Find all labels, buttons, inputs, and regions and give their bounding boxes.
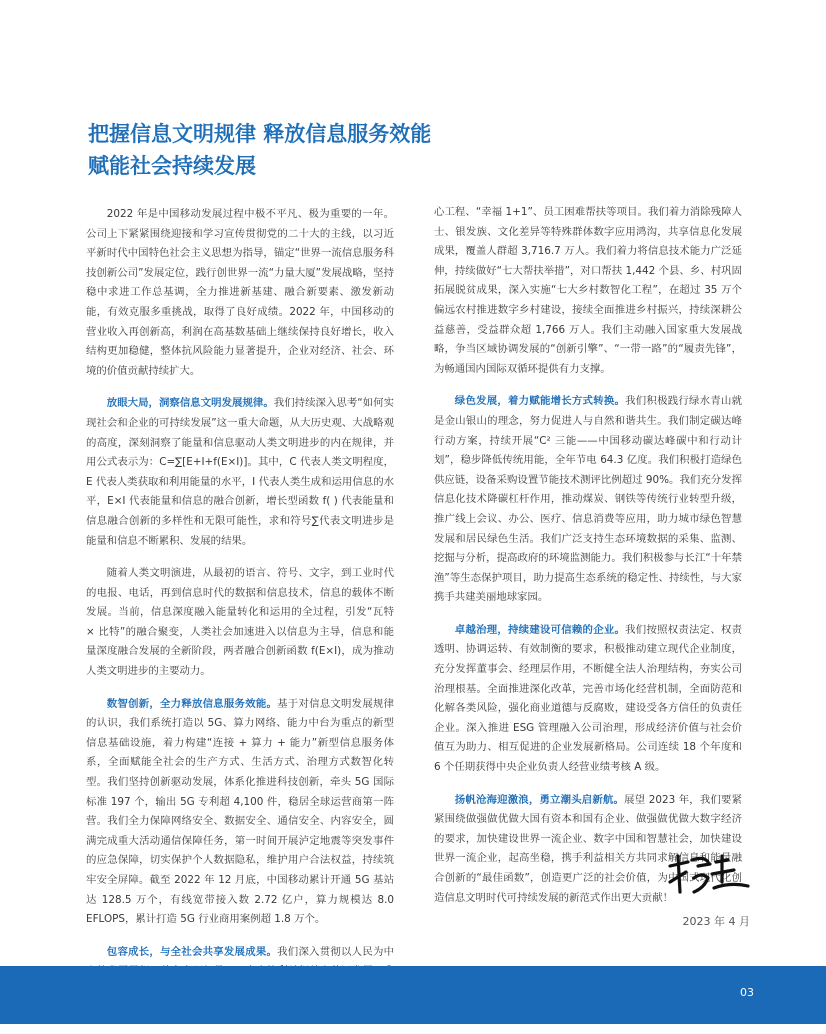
signature-icon <box>664 852 752 900</box>
right-column <box>434 203 742 921</box>
paragraph: 扬帆沧海迎激浪，勇立潮头启新航。展望 2023 年，我们要紧紧围绕做强做优做大国有资本和国有企业、做强做优做大数字经济的要求，加快建设世界一流企业、数字中国和智慧社会，加快建设世界一流企业，起高坐稳，携手利益相关方共同求解信息和能量融合创新的“最佳函数”，创造更广泛的社会价值，为中国式现代化创造信息文明时代可持续发展的新范式作出更大贡献！ <box>434 793 742 904</box>
paragraph-lead: 绿色发展，着力赋能增长方式转换。 <box>454 395 626 408</box>
paragraph: 随着人类文明演进，从最初的语言、符号、文字，到工业时代的电报、电话，再到信息时代的数据和信息技术，信息的载体不断发展。当前，信息深度融入能量转化和运用的全过程，引发“瓦特 × 比特”的融合聚变，人类社会加速进入以信息为主导，信息和能量深度融合发展的全新阶段，两者融合创新函数 f(E×I)，成为推动人类文明进步的主要动力。 <box>86 567 394 678</box>
title-line-1: 把握信息文明规律 释放信息服务效能 <box>88 122 432 146</box>
page-number: 03 <box>740 986 754 999</box>
article-title <box>88 118 748 182</box>
paragraph-lead: 放眼大局，洞察信息文明发展规律。 <box>106 397 274 410</box>
paragraph-lead: 卓越治理，持续建设可信赖的企业。 <box>454 623 626 636</box>
footer-bar <box>0 966 826 1024</box>
paragraph: 2022 年是中国移动发展过程中极不平凡、极为重要的一年。公司上下紧紧围绕迎接和学习宣传贯彻党的二十大的主线，以习近平新时代中国特色社会主义思想为指导，锚定“世界一流信息服务科技创新公司”发展定位，践行创世界一流“力量大厦”发展战略，坚持稳中求进工作总基调，全力推进新基建、融合新要素、激发新动能，有效克服多重挑战，取得了良好成绩。2022 年，中国移动的营业收入再创新高，利润在高基数基础上继续保持良好增长，收入结构更加稳健，整体抗风险能力显著提升，企业对经济、社会、环境的价值贡献持续扩大。 <box>86 208 394 377</box>
paragraph: 卓越治理，持续建设可信赖的企业。我们按照权责法定、权责透明、协调运转、有效制衡的要求，积极推动建立现代企业制度，充分发挥董事会、经理层作用，不断健全法人治理结构，夯实公司治理根基。全面推进深化改革，完善市场化经营机制，全面防范和化解各类风险，强化商业道德与反腐败，建设受各方信任的负责任企业。深入推进 ESG 管理融入公司治理，形成经济价值与社会价值互为助力、相互促进的企业发展新格局。公司连续 18 个年度和 6 个任期获得中央企业负责人经营业绩考核 A 级。 <box>434 623 743 774</box>
paragraph: 心工程、“幸福 1+1”、员工困难帮扶等项目。我们着力消除残障人士、银发族、文化差异等特殊群体数字应用鸿沟，共享信息化发展成果，覆盖人群超 3,716.7 万人。我们着力将信息技术能力广泛延伸，持续做好“七大帮扶举措”，对口帮扶 1,442 个县、乡、村巩固拓展脱贫成果，深入实施“七大乡村数智化工程”，在超过 35 万个偏远农村推进数字乡村建设，接续全面推进乡村振兴，持续深耕公益慈善，受益群众超 1,766 万人。我们主动融入国家重大发展战略，争当区域协调发展的“创新引擎”、“一带一路”的“履责先锋”，为畅通国内国际双循环提供有力支撑。 <box>434 206 742 375</box>
paragraph: 放眼大局，洞察信息文明发展规律。我们持续深入思考“如何实现社会和企业的可持续发展”这一重大命题，从大历史观、大战略观的高度，深刻洞察了能量和信息驱动人类文明进步的内在规律，并用公式表示为：C=∑[E+I+f(E×I)]。其中，C 代表人类文明程度，E 代表人类获取和利用能量的水平，I 代表人类生成和运用信息的水平，E×I 代表能量和信息的融合创新，增长型函数 f( ) 代表能量和信息融合创新的多样性和无限可能性，求和符号∑代表文明进步是能量和信息不断累积、发展的结果。 <box>86 397 394 547</box>
paragraph: 绿色发展，着力赋能增长方式转换。我们积极践行绿水青山就是金山银山的理念，努力促进人与自然和谐共生。我们制定碳达峰行动方案，持续开展“C² 三能——中国移动碳达峰碳中和行动计划”，稳步降低传统用能，全年节电 64.3 亿度。我们积极打造绿色供应链，设备采购设置节能技术测评比例超过 90%。我们充分发挥信息化技术降碳杠杆作用，推动煤炭、钢铁等传统行业转型升级，推广线上会议、办公、医疗、信息消费等应用，助力城市绿色智慧发展和居民绿色生活。我们广泛支持生态环境数据的采集、监测、挖掘与分析，提高政府的环境监测能力。我们积极参与长江“十年禁渔”等生态保护项目，助力提高生态系统的稳定性、持续性，与大家携手共建美丽地球家园。 <box>434 395 743 604</box>
paragraph-lead: 扬帆沧海迎激浪，勇立潮头启新航。 <box>454 793 625 806</box>
date: 2023 年 4 月 <box>682 915 750 928</box>
left-column <box>86 205 394 1034</box>
paragraph: 包容成长，与全社会共享发展成果。我们深入贯彻以人民为中 <box>106 945 395 958</box>
paragraph-lead: 包容成长，与全社会共享发展成果。 <box>106 945 278 958</box>
paragraph: 数智创新，全力释放信息服务效能。基于对信息文明发展规律的认识，我们系统打造以 5G、算力网络、能力中台为重点的新型信息基础设施，着力构建“连接 + 算力 + 能力”新型信息服务体系，全面赋能全社会的生产方式、生活方式、治理方式数智化转型。我们坚持创新驱动发展，体系化推进科技创新，牵头 5G 国际标准 197 个，输出 5G 专利超 4,100 件，稳居全球运营商第一阵营。我们全力保障网络安全、数据安全、通信安全、内容安全，圆满完成重大活动通信保障任务，第一时间开展泸定地震等突发事件的应急保障，切实保护个人数据隐私，维护用户合法权益，持续筑牢安全屏障。截至 2022 年 12 月底，中国移动累计开通 5G 基站达 128.5 万个，有线宽带接入数 2.72 亿户，算力规模达 8.0 EFLOPS，累计打造 5G 行业商用案例超 1.8 万个。 <box>86 697 395 926</box>
title-line-2: 赋能社会持续发展 <box>88 154 256 178</box>
paragraph-lead: 数智创新，全力释放信息服务效能。 <box>106 697 278 710</box>
